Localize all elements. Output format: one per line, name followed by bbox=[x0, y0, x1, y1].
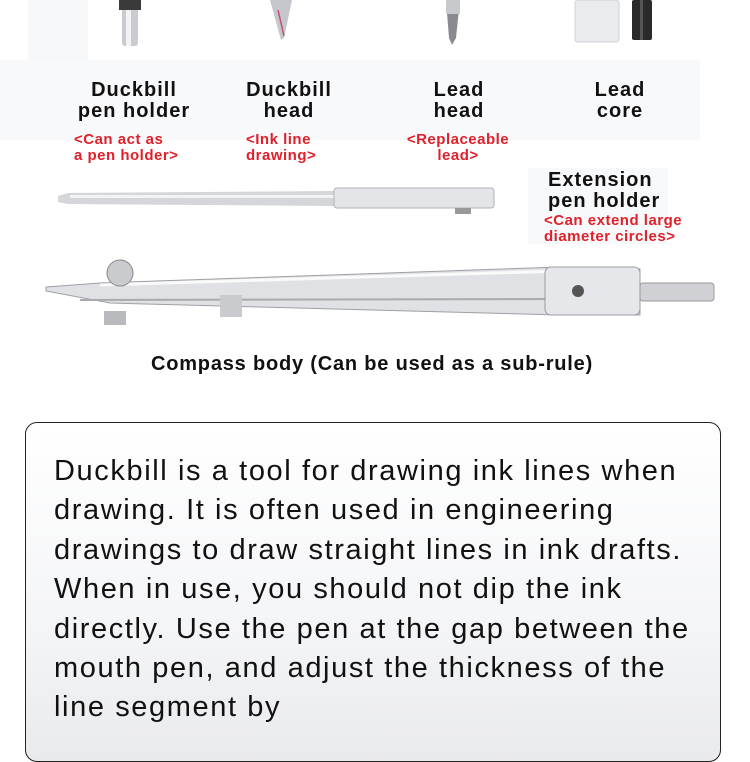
note-line: <Ink line bbox=[246, 131, 311, 148]
title-line: head bbox=[263, 100, 315, 122]
title-line: pen holder bbox=[548, 190, 661, 212]
note-line: diameter circles> bbox=[544, 228, 676, 245]
extension-pen-holder-note bbox=[544, 213, 682, 245]
extension-pen-holder-image bbox=[0, 160, 540, 230]
note-line: <Can act as bbox=[74, 131, 164, 148]
lead-core-label bbox=[560, 80, 680, 122]
lead-core-image bbox=[575, 0, 652, 42]
title-line: Extension bbox=[548, 169, 653, 191]
title-line: Lead bbox=[594, 79, 646, 101]
title-line: Duckbill bbox=[246, 79, 332, 101]
title-line: Duckbill bbox=[91, 79, 177, 101]
description-paragraph-2: When in use, you should not dip the ink directly. Use the pen at the gap between the mouth pen, and adjust the thickness of the line segment by bbox=[54, 573, 690, 724]
extension-pen-holder-label bbox=[548, 170, 660, 212]
note-line: <Replaceable bbox=[406, 131, 510, 148]
note-line: <Can extend large bbox=[544, 212, 683, 229]
duckbill-pen-holder-image bbox=[119, 0, 141, 46]
compass-body-image bbox=[0, 255, 750, 335]
compass-body-caption: Compass body (Can be used as a sub-rule) bbox=[114, 346, 630, 382]
duckbill-pen-holder-label bbox=[64, 80, 204, 122]
lead-head-image bbox=[446, 0, 460, 45]
description-text bbox=[54, 452, 714, 728]
title-line: head bbox=[433, 100, 485, 122]
title-line: Lead bbox=[433, 79, 485, 101]
note-line: drawing> bbox=[246, 147, 317, 164]
note-line: a pen holder> bbox=[74, 147, 179, 164]
title-line: pen holder bbox=[77, 100, 191, 122]
note-line: lead> bbox=[437, 147, 479, 164]
lead-head-label bbox=[400, 80, 518, 122]
title-line: core bbox=[596, 100, 644, 122]
duckbill-head-label bbox=[222, 80, 356, 122]
description-paragraph-1: Duckbill is a tool for drawing ink lines when drawing. It is often used in engineering drawings to draw straight lines in ink drafts. bbox=[54, 455, 683, 566]
duckbill-head-image bbox=[270, 0, 292, 40]
parts-photo bbox=[0, 0, 750, 60]
